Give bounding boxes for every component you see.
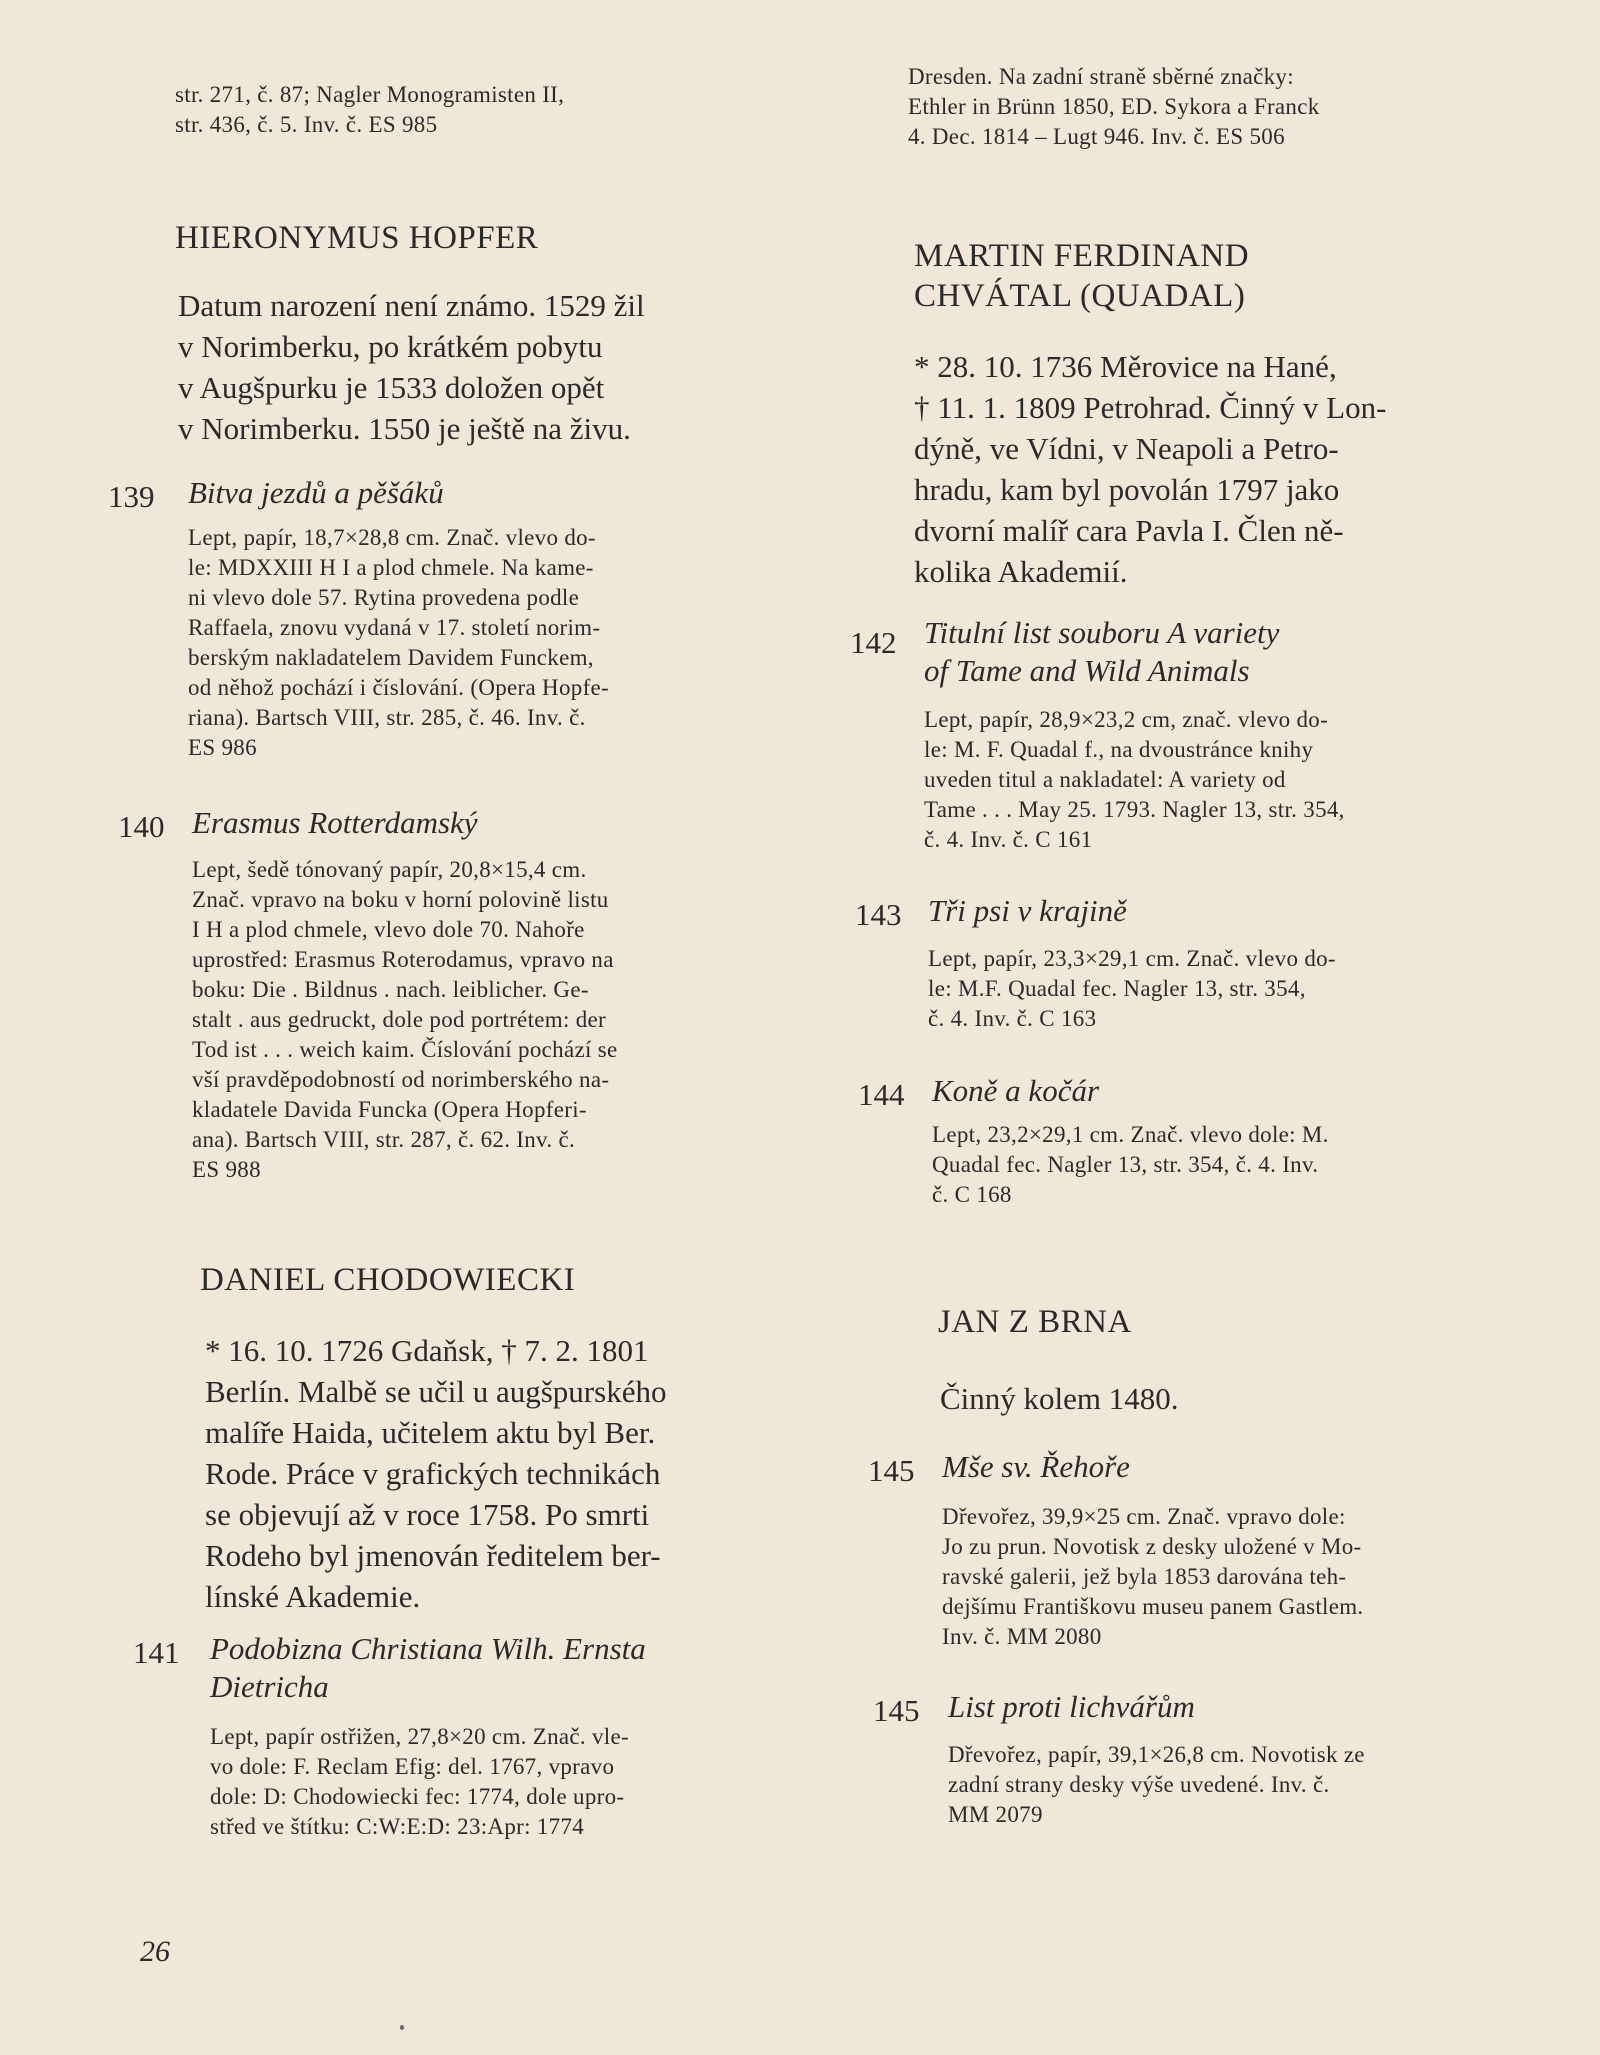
entry-description	[942, 1502, 1363, 1652]
artist-heading-chodowiecki: DANIEL CHODOWIECKI	[200, 1262, 576, 1298]
text-line: Ethler in Brünn 1850, ED. Sykora a Franck	[908, 94, 1320, 119]
text-line: le: M.F. Quadal fec. Nagler 13, str. 354,	[928, 976, 1306, 1001]
text-line: uveden titul a nakladatel: A variety od	[924, 767, 1286, 792]
entry-description	[932, 1120, 1329, 1210]
text-line: Datum narození není známo. 1529 žil	[178, 288, 645, 323]
text-line: Dresden. Na zadní straně sběrné značky:	[908, 64, 1294, 89]
text-line: I H a plod chmele, vlevo dole 70. Nahoře	[192, 917, 585, 942]
text-line: uprostřed: Erasmus Roterodamus, vpravo na	[192, 947, 614, 972]
text-line: Činný kolem 1480.	[940, 1381, 1179, 1416]
artist-bio-hopfer	[178, 285, 645, 449]
text-line: le: MDXXIII H I a plod chmele. Na kame-	[188, 555, 594, 580]
text-line: * 28. 10. 1736 Měrovice na Hané,	[914, 349, 1337, 384]
entry-title: List proti lichvářům	[948, 1689, 1195, 1724]
text-line: línské Akademie.	[205, 1579, 421, 1614]
text-line: malíře Haida, učitelem aktu byl Ber.	[205, 1415, 656, 1450]
text-line: Znač. vpravo na boku v horní polovině listu	[192, 887, 609, 912]
entry-number: 144	[858, 1077, 905, 1112]
page-number: 26	[140, 1935, 170, 1968]
right-intro	[908, 62, 1320, 152]
text-line: vo dole: F. Reclam Efig: del. 1767, vpravo	[210, 1754, 615, 1779]
text-line: Tod ist . . . weich kaim. Číslování pochází se	[192, 1037, 618, 1062]
text-line: dejšímu Františkovu museu panem Gastlem.	[942, 1594, 1364, 1619]
paper-speck	[400, 2025, 404, 2030]
text-line: Raffaela, znovu vydaná v 17. století norim-	[188, 615, 601, 640]
text-line: le: M. F. Quadal f., na dvoustránce knihy	[924, 737, 1314, 762]
text-line: v Augšpurku je 1533 doložen opět	[178, 370, 605, 405]
artist-heading-jan-z-brna: JAN Z BRNA	[938, 1304, 1132, 1340]
entry-number: 145	[873, 1693, 920, 1728]
text-line: Jo zu prun. Novotisk z desky uložené v Mo-	[942, 1534, 1362, 1559]
text-line: vší pravděpodobností od norimberského na-	[192, 1067, 610, 1092]
text-line: * 16. 10. 1726 Gdaňsk, † 7. 2. 1801	[205, 1333, 649, 1368]
text-line: CHVÁTAL (QUADAL)	[914, 278, 1246, 314]
text-line: zadní strany desky výše uvedené. Inv. č.	[948, 1772, 1330, 1797]
text-line: Lept, papír, 23,3×29,1 cm. Znač. vlevo do-	[928, 946, 1336, 971]
entry-description	[210, 1722, 629, 1842]
entry-title	[210, 1630, 646, 1706]
text-line: se objevují až v roce 1758. Po smrti	[205, 1497, 650, 1532]
text-line: ES 988	[192, 1157, 261, 1182]
text-line: od něhož pochází i číslování. (Opera Hopfe-	[188, 675, 609, 700]
text-line: hradu, kam byl povolán 1797 jako	[914, 472, 1340, 507]
entry-title	[924, 614, 1279, 690]
entry-description	[924, 705, 1345, 855]
text-line: dýně, ve Vídni, v Neapoli a Petro-	[914, 431, 1339, 466]
entry-number: 145	[868, 1453, 915, 1488]
text-line: 4. Dec. 1814 – Lugt 946. Inv. č. ES 506	[908, 124, 1285, 149]
entry-title: Erasmus Rotterdamský	[192, 805, 478, 840]
text-line: riana). Bartsch VIII, str. 285, č. 46. Inv. č.	[188, 705, 586, 730]
entry-title: Tři psi v krajině	[928, 893, 1127, 928]
text-line: Dřevořez, 39,9×25 cm. Znač. vpravo dole:	[942, 1504, 1346, 1529]
text-line: berským nakladatelem Davidem Funckem,	[188, 645, 594, 670]
artist-heading-quadal	[914, 236, 1249, 316]
entry-number: 142	[850, 625, 897, 660]
text-line: střed ve štítku: C:W:E:D: 23:Apr: 1774	[210, 1814, 585, 1839]
text-line: stalt . aus gedruckt, dole pod portrétem: der	[192, 1007, 606, 1032]
text-line: kladatele Davida Funcka (Opera Hopferi-	[192, 1097, 587, 1122]
entry-title: Bitva jezdů a pěšáků	[188, 475, 444, 510]
text-line: Rode. Práce v grafických technikách	[205, 1456, 661, 1491]
text-line: Lept, 23,2×29,1 cm. Znač. vlevo dole: M.	[932, 1122, 1329, 1147]
text-line: v Norimberku, po krátkém pobytu	[178, 329, 603, 364]
entry-description	[192, 855, 617, 1185]
text-line: Tame . . . May 25. 1793. Nagler 13, str. 354,	[924, 797, 1345, 822]
entry-description	[928, 944, 1336, 1034]
artist-bio-chodowiecki	[205, 1330, 666, 1617]
text-line: Lept, šedě tónovaný papír, 20,8×15,4 cm.	[192, 857, 587, 882]
text-line: MARTIN FERDINAND	[914, 238, 1250, 274]
text-line: Titulní list souboru A variety	[924, 615, 1280, 650]
text-line: Lept, papír ostřižen, 27,8×20 cm. Znač. vle-	[210, 1724, 629, 1749]
entry-number: 139	[108, 479, 155, 514]
text-line: kolika Akademií.	[914, 554, 1128, 589]
text-line: ES 986	[188, 735, 257, 760]
text-line: ni vlevo dole 57. Rytina provedena podle	[188, 585, 580, 610]
text-line: str. 436, č. 5. Inv. č. ES 985	[175, 112, 438, 137]
text-line: Podobizna Christiana Wilh. Ernsta	[210, 1631, 646, 1666]
text-line: Lept, papír, 28,9×23,2 cm, znač. vlevo do-	[924, 707, 1329, 732]
entry-title: Mše sv. Řehoře	[942, 1449, 1130, 1484]
text-line: Dietricha	[210, 1669, 329, 1704]
text-line: dvorní malíř cara Pavla I. Člen ně-	[914, 513, 1344, 548]
text-line: dole: D: Chodowiecki fec: 1774, dole upro-	[210, 1784, 625, 1809]
text-line: † 11. 1. 1809 Petrohrad. Činný v Lon-	[914, 390, 1387, 425]
text-line: č. 4. Inv. č. C 163	[928, 1006, 1097, 1031]
artist-bio-quadal	[914, 346, 1386, 592]
text-line: ravské galerii, jež byla 1853 darována teh-	[942, 1564, 1347, 1589]
text-line: v Norimberku. 1550 je ještě na živu.	[178, 411, 631, 446]
text-line: č. 4. Inv. č. C 161	[924, 827, 1093, 852]
artist-heading-hopfer: HIERONYMUS HOPFER	[175, 220, 539, 256]
entry-description	[948, 1740, 1365, 1830]
text-line: Berlín. Malbě se učil u augšpurského	[205, 1374, 667, 1409]
text-line: MM 2079	[948, 1802, 1043, 1827]
text-line: Lept, papír, 18,7×28,8 cm. Znač. vlevo do-	[188, 525, 596, 550]
text-line: str. 271, č. 87; Nagler Monogramisten II,	[175, 82, 565, 107]
text-line: Rodeho byl jmenován ředitelem ber-	[205, 1538, 661, 1573]
text-line: ana). Bartsch VIII, str. 287, č. 62. Inv. č.	[192, 1127, 576, 1152]
text-line: Inv. č. MM 2080	[942, 1624, 1102, 1649]
entry-number: 140	[118, 809, 165, 844]
artist-bio-jan-z-brna	[940, 1378, 1179, 1419]
text-line: č. C 168	[932, 1182, 1012, 1207]
entry-number: 141	[133, 1635, 180, 1670]
text-line: boku: Die . Bildnus . nach. leiblicher. Ge-	[192, 977, 589, 1002]
text-line: of Tame and Wild Animals	[924, 653, 1250, 688]
entry-description	[188, 523, 609, 763]
left-intro	[175, 80, 564, 140]
text-line: Dřevořez, papír, 39,1×26,8 cm. Novotisk ze	[948, 1742, 1365, 1767]
entry-title: Koně a kočár	[932, 1073, 1100, 1108]
entry-number: 143	[855, 897, 902, 932]
text-line: Quadal fec. Nagler 13, str. 354, č. 4. Inv.	[932, 1152, 1319, 1177]
